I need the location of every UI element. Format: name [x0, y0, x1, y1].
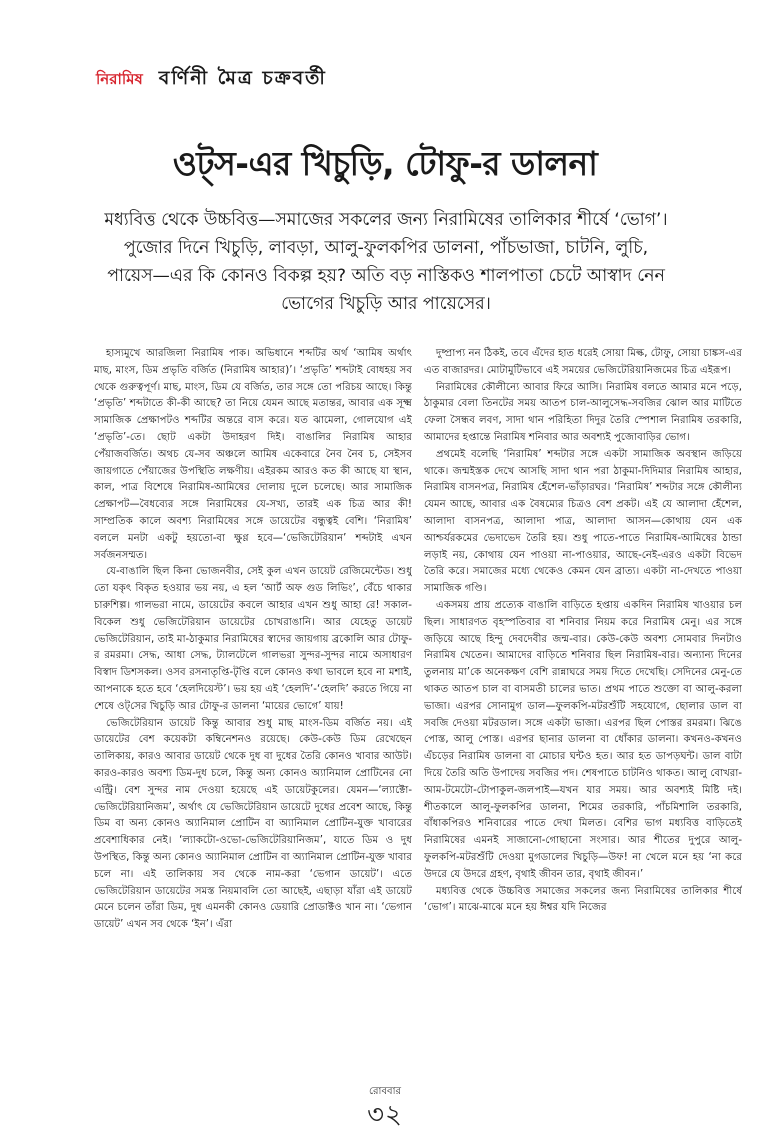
body-paragraph: হাস্যমুখে আরজিলা নিরামিষ পাক। অভিধানে শব্দটির অর্থ ‘আমিষ অর্থাৎ মাছ, মাংস, ডিম প্রভৃতি বর্জিত (নিরামিষ আহার)’। ‘প্রভৃতি’ শব্দটাই বোধহয় সব থেকে গুরুত্বপূর্ণ। মাছ, মাংস, ডিম যে বর্জিত, তার সঙ্গে তো পরিচয় আছে। কিন্তু ‘প্রভৃতি’ শব্দটাতে কী-কী আছে? তা নিয়ে যেমন আছে মতান্তর, আবার এক সূক্ষ্ম সামাজিক প্রেক্ষাপটও শব্দটির অন্তরে বাস করে। যত ঝামেলা, গোলযোগ এই ‘প্রভৃতি’-তে। ছোট একটা উদাহরণ দিই। বাঙালির নিরামিষ আহার পেঁয়াজবর্জিত। অথচ যে-সব অঞ্চলে আমিষ একেবারে নৈব নৈব চ, সেইসব জায়গাতে পেঁয়াজের উপস্থিতি লক্ষণীয়। এইরকম আরও কত কী আছে যা স্থান, কাল, পাত্র বিশেষে নিরামিষ-আমিষের দোলায় দুলে চলেছে। আর সামাজিক প্রেক্ষাপট—বৈধব্যের সঙ্গে নিরামিষের যে-সখ্য, তারই এক চিত্র আর কী! সাম্প্রতিক কালে অবশ্য নিরামিষের সঙ্গে ডায়েটের বন্ধুত্বই বেশি। ‘নিরামিষ’ বললে মনটা একটু হয়তো-বা ক্ষুণ্ণ হবে—‘ভেজিটেরিয়ান’ শব্দটাই এখন সর্বজনসম্মত।	[94, 348, 412, 561]
section-label: নিরামিষ	[96, 70, 143, 88]
body-paragraph: যে-বাঙালি ছিল কিনা ভোজনবীর, সেই কুল এখন ডায়েট রেজিমেন্টেড। শুধু তো যকৃৎ বিকৃত হওয়ার ভয় নয়, এ হল ‘আর্ট অফ গুড লিভিং’, বেঁচে থাকার চারুশিল্প। গালভরা নামে, ডায়েটের কবলে আহার এখন শুধু আহা রে! সকাল-বিকেল শুধু ভেজিটেরিয়ান ডায়েটের চোখরাঙানি। আর যেহেতু ডায়েট ভেজিটেরিয়ান, তাই মা-ঠাকুমার নিরামিষের স্বাদের জায়গায় ব্রকোলি আর টোফু-র রমরমা। সেদ্ধ, আধা সেদ্ধ, ট্যালটেলে গালভরা সুন্দর-সুন্দর নামে অসাধারণ বিস্বাদ ডিশসকল। ওসব রসনাতৃপ্তি-টৃপ্তি বলে কোনও কথা ভাবলে হবে না মশাই, আপনাকে হতে হবে ‘হেলদিয়েস্ট’। ভয় হয় এই ‘হেলদি’-‘হেলদি’ করতে গিয়ে না শেষে ওট্‌সের খিচুড়ি আর টোফু-র ডালনা ‘মায়ের ভোগে’ যায়!	[94, 566, 412, 712]
body-paragraph: দুষ্প্রাপ্য নন ঠিকই, তবে এঁদের হাত ধরেই সোয়া মিল্ক, টোফু, সোয়া চাঙ্কস-এর এত বাজারদর। মোটামুটিভাবে এই সময়ের ভেজিটেরিয়ানিজমের চিত্র এইরূপ।	[424, 348, 742, 376]
intro-line: পুজোর দিনে খিচুড়ি, লাবড়া, আলু-ফুলকপির ডালনা, পাঁচভাজা, চাটনি, লুচি,	[123, 238, 649, 258]
body-column-right	[424, 346, 742, 1076]
body-column-left	[94, 346, 412, 1076]
body-paragraph: ভেজিটেরিয়ান ডায়েট কিন্তু আবার শুধু মাছ মাংস-ডিম বর্জিত নয়। এই ডায়েটের বেশ কয়েকটা কম্বিনেশনও রয়েছে। কেউ-কেউ ডিম রেখেছেন তালিকায়, কারও আবার ডায়েট থেকে দুধ বা দুধের তৈরি কোনও খাবার আউট। কারও-কারও অবশ্য ডিম-দুধ চলে, কিন্তু অন্য কোনও অ্যানিমাল প্রোটিনের নো এন্ট্রি। বেশ সুন্দর নাম দেওয়া হয়েছে এই ডায়েটকুলের। যেমন—‘ল্যাক্টো-ভেজিটেরিয়ানিজম’, অর্থাৎ যে ভেজিটেরিয়ান ডায়েটে দুধের প্রবেশ আছে, কিন্তু ডিম বা অন্য কোনও অ্যানিমাল প্রোটিন বা অ্যানিমাল প্রোটিন-যুক্ত খাবারের প্রবেশাধিকার নেই। ‘ল্যাকটো-ওভো-ভেজিটেরিয়ানিজম’, যাতে ডিম ও দুধ উপস্থিত, কিন্তু অন্য কোনও অ্যানিমাল প্রোটিন বা অ্যানিমাল প্রোটিন-যুক্ত খাবার চলে না। এই তালিকায় সব থেকে নাম-করা ‘ভেগান ডায়েট’। এতে ভেজিটেরিয়ান ডায়েটের সমস্ত নিয়মাবলি তো আছেই, এছাড়া যাঁরা এই ডায়েট মেনে চলেন তাঁরা ডিম, দুধ এমনকী কোনও ডেয়ারি প্রোডাক্টও খান না। ‘ভেগান ডায়েট’ এখন সব থেকে ‘ইন’। এঁরা	[94, 717, 412, 931]
intro-line: পায়েস—এর কি কোনও বিকল্প হয়? অতি বড় নাস্তিকও শালপাতা চেটে আস্বাদ নেন	[107, 266, 665, 286]
page-number: ৩২	[367, 1100, 403, 1130]
body-paragraph: নিরামিষের কৌলীন্যে আবার ফিরে আসি। নিরামিষ বলতে আমার মনে পড়ে, ঠাকুমার বেলা তিনটের সময় আতপ চাল-আলুসেদ্ধ-সবজির ঝোল আর মাটিতে ফেলা সৈন্ধব লবণ, সাদা থান পরিহিতা দিদুর তৈরি স্পেশাল নিরামিষ তরকারি, আমাদের হপ্তান্তে নিরামিষ শনিবার আর অবশ্যই পুজোবাড়ির ভোগ।	[424, 381, 742, 443]
publication-label: রোববার	[369, 1086, 401, 1097]
body-paragraph: একসময় প্রায় প্রত্যেক বাঙালি বাড়িতে হপ্তায় একদিন নিরামিষ খাওয়ার চল ছিল। সাধারণত বৃহস্পতিবার বা শনিবার নিয়ম করে নিরামিষ মেনু। এর সঙ্গে জড়িয়ে আছে হিন্দু দেবদেবীর জন্ম-বার। কেউ-কেউ অবশ্য সোমবার দিনটাও নিরামিষ খেতেন। আমাদের বাড়িতে শনিবার ছিল নিরামিষ-বার। অন্যান্য দিনের তুলনায় মা’কে অনেকক্ষণ বেশি রান্নাঘরে সময় দিতে দেখেছি। সেদিনের মেনু-তে থাকত আতপ চাল বা বাসমতী চালের ভাত। প্রথম পাতে শুক্তো বা আলু-করলা ভাজা। এরপর সোনামুগ ডাল—ফুলকপি-মটরশুঁটি সহযোগে, ছোলার ডাল বা সবজি দেওয়া মটরডাল। সঙ্গে একটা ভাজা। এরপর ছিল পোস্তর রমরমা। ঝিঙে পোস্ত, আলু পোস্ত। এরপর ছানার ডালনা বা ধোঁকার ডালনা। কখনও-কখনও এঁচড়ের নিরামিষ ডালনা বা মোচার ঘন্টও হত। আর হত ডাপড়ঘন্ট। ডাল বাটা দিয়ে তৈরি অতি উপাদেয় সবজির পদ। শেষপাতে চাটনিও থাকত। আলু বোখরা-আম-টমেটো-টোপাকুল-জলপাই—যখন যার সময়। আর অবশ্যই মিষ্টি দই। শীতকালে আলু-ফুলকপির ডালনা, শিমের তরকারি, পাঁচমিশালি তরকারি, বাঁধাকপিরও শনিবারের পাতে দেখা মিলত। বেশির ভাগ মধ্যবিত্ত বাড়িতেই নিরামিষের এমনই সাজানো-গোছানো সংসার। আর শীতের দুপুরে আলু-ফুলকপি-মটরশুঁটি দেওয়া মুগডালের খিচুড়ি—উফ! না খেলে মনে হয় ‘না করে উদরে যে উদরে গ্রহণ, বৃথাই জীবন তার, বৃথাই জীবন।’	[424, 599, 742, 880]
intro-standfirst	[86, 206, 686, 318]
intro-line: মধ্যবিত্ত থেকে উচ্চবিত্ত—সমাজের সকলের জন্য নিরামিষের তালিকার শীর্ষে ‘ভোগ’।	[104, 210, 668, 230]
article-header	[96, 64, 327, 94]
body-paragraph: মধ্যবিত্ত থেকে উচ্চবিত্ত সমাজের সকলের জন্য নিরামিষের তালিকার শীর্ষে ‘ভোগ’। মাঝে-মাঝে মনে হয় ঈশ্বর যদি নিজের	[424, 885, 742, 914]
page-footer	[0, 1084, 770, 1129]
article-title: ওট্‌স-এর খিচুড়ি, টোফু-র ডালনা	[172, 144, 598, 183]
body-paragraph: প্রথমেই বলেছি ‘নিরামিষ’ শব্দটার সঙ্গে একটা সামাজিক অবস্থান জড়িয়ে থাকে। জন্মইস্তক দেখে আসছি সাদা থান পরা ঠাকুমা-দিদিমার নিরামিষ আহার, নিরামিষ বাসনপত্র, নিরামিষ হেঁশেল-ভাঁড়ারঘর। ‘নিরামিষ’ শব্দটার সঙ্গে কৌলীন্য যেমন আছে, আবার এক বৈষম্যের চিত্রও বেশ প্রকট। এই যে আলাদা হেঁশেল, আলাদা বাসনপত্র, আলাদা পাত্র, আলাদা আসন—কোথায় যেন এক আশ্চর্যরকমের ভেদাভেদ তৈরি হয়। শুধু পাতে-পাতে নিরামিষ-আমিষের ঠান্ডা লড়াই নয়, কোথায় যেন পাওয়া না-পাওয়ার, আছে-নেই-এরও একটা বিভেদ তৈরি করে। সমাজের মধ্যে থেকেও কেমন যেন ব্রাত্য। একটা না-দেখতে পাওয়া সামাজিক গণ্ডি।	[424, 448, 742, 595]
intro-line: ভোগের খিচুড়ি আর পায়েসের।	[281, 294, 491, 314]
author-name: বর্ণিনী মৈত্র চক্রবর্তী	[158, 67, 327, 89]
